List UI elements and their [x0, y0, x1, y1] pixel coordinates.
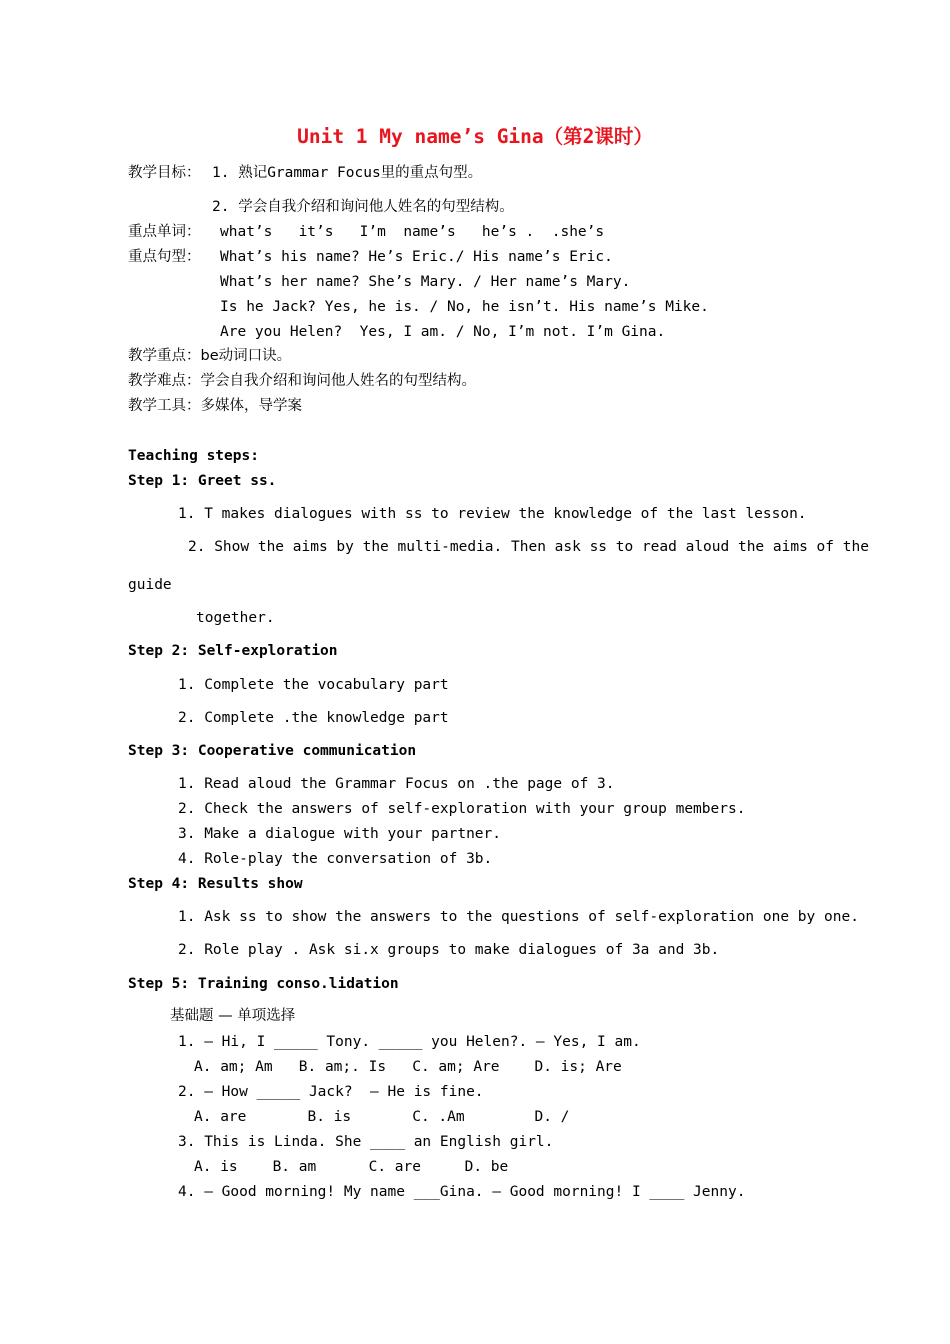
step2-heading: Step 2: Self-exploration: [128, 643, 338, 659]
step5-heading: Step 5: Training conso.lidation: [128, 976, 399, 992]
step2-item: 2. Complete .the knowledge part: [178, 710, 449, 726]
key-words-label: 重点单词：: [128, 224, 201, 240]
question-1: 1. — Hi, I _____ Tony. _____ you Helen?. — Yes, I am.: [178, 1034, 641, 1050]
page-title: Unit 1 My name’s Gina（第2课时）: [297, 125, 653, 148]
key-sentence: What’s his name? He’s Eric./ His name’s Eric.: [220, 249, 613, 265]
key-sentence: Are you Helen? Yes, I am. / No, I’m not. I’m Gina.: [220, 324, 666, 340]
step2-item: 1. Complete the vocabulary part: [178, 677, 449, 693]
step1-item: 2. Show the aims by the multi-media. Then ask ss to read aloud the aims of the: [188, 539, 869, 555]
question-1-options: A. am; Am B. am;. Is C. am; Are D. is; Are: [194, 1059, 622, 1075]
step3-item: 2. Check the answers of self-exploration with your group members.: [178, 801, 746, 817]
teaching-tools: 教学工具：多媒体，导学案: [128, 398, 302, 414]
teaching-focus: 教学重点：be动词口诀。: [128, 348, 292, 364]
step1-item-cont: together.: [196, 610, 275, 626]
step3-item: 4. Role-play the conversation of 3b.: [178, 851, 493, 867]
key-sentence: What’s her name? She’s Mary. / Her name’s Mary.: [220, 274, 631, 290]
exercise-subheading: 基础题 — 单项选择: [170, 1008, 296, 1024]
step4-heading: Step 4: Results show: [128, 876, 303, 892]
objective-1: 1. 熟记Grammar Focus里的重点句型。: [212, 165, 483, 181]
key-sentence: Is he Jack? Yes, he is. / No, he isn’t. His name’s Mike.: [220, 299, 709, 315]
step1-item-wrap: guide: [128, 577, 172, 593]
objectives-label: 教学目标：: [128, 165, 201, 181]
step3-heading: Step 3: Cooperative communication: [128, 743, 417, 759]
step4-item: 1. Ask ss to show the answers to the questions of self-exploration one by one.: [178, 909, 859, 925]
teaching-steps-heading: Teaching steps:: [128, 448, 259, 464]
question-2: 2. — How _____ Jack? — He is fine.: [178, 1084, 484, 1100]
key-words: what’s it’s I’m name’s he’s . .she’s: [220, 224, 605, 240]
question-4: 4. — Good morning! My name ___Gina. — Good morning! I ____ Jenny.: [178, 1184, 746, 1200]
step3-item: 3. Make a dialogue with your partner.: [178, 826, 502, 842]
step1-heading: Step 1: Greet ss.: [128, 473, 277, 489]
step3-item: 1. Read aloud the Grammar Focus on .the page of 3.: [178, 776, 615, 792]
objective-2: 2. 学会自我介绍和询问他人姓名的句型结构。: [212, 199, 514, 215]
step4-item: 2. Role play . Ask si.x groups to make dialogues of 3a and 3b.: [178, 942, 720, 958]
question-3-options: A. is B. am C. are D. be: [194, 1159, 509, 1175]
key-sentences-label: 重点句型：: [128, 249, 201, 265]
question-3: 3. This is Linda. She ____ an English girl.: [178, 1134, 554, 1150]
question-2-options: A. are B. is C. .Am D. /: [194, 1109, 570, 1125]
step1-item: 1. T makes dialogues with ss to review the knowledge of the last lesson.: [178, 506, 807, 522]
teaching-difficulty: 教学难点：学会自我介绍和询问他人姓名的句型结构。: [128, 373, 476, 389]
